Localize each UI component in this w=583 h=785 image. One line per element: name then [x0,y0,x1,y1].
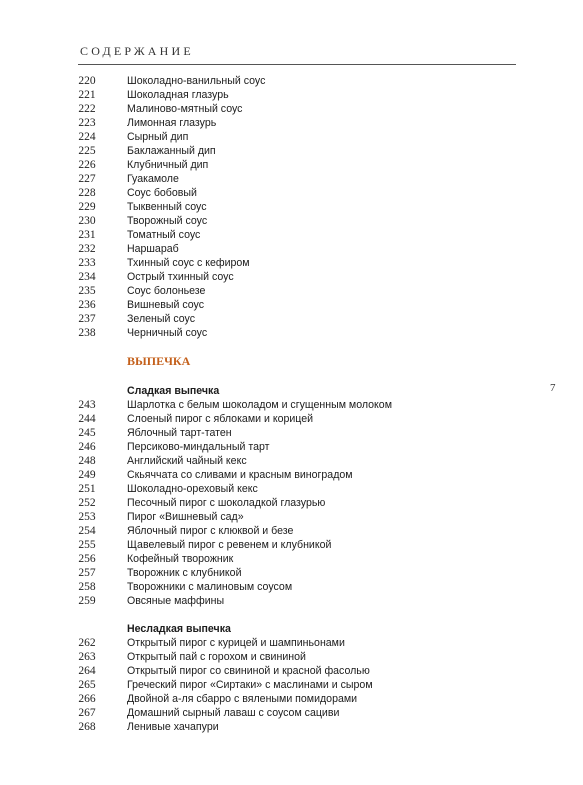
toc-entry-title: Шоколадная глазурь [127,89,229,101]
toc-entry-title: Персиково-миндальный тарт [127,441,270,453]
toc-entry-title: Шарлотка с белым шоколадом и сгущенным молоком [127,399,392,411]
toc-entry [76,496,516,510]
toc-entry [76,566,516,580]
toc-entry-page: 235 [78,285,96,297]
toc-entry [76,326,516,340]
toc-entry-page: 262 [78,637,96,649]
toc-entry-page: 268 [78,721,96,733]
toc-entry-page: 238 [78,327,96,339]
toc-entry-title: Сырный дип [127,131,189,143]
toc-entry-title: Скьяччата со сливами и красным виноградом [127,469,353,481]
toc-entry-page: 236 [78,299,96,311]
toc-entry [76,116,516,130]
toc-entry [76,482,516,496]
toc-entry-page: 248 [78,455,96,467]
toc-entry-page: 263 [78,651,96,663]
toc-entry [76,664,516,678]
toc-entry [76,678,516,692]
toc-entry-title: Открытый пирог с курицей и шампиньонами [127,637,345,649]
savory-baking-list [76,636,516,734]
toc-entry [76,398,516,412]
toc-entry-title: Черничный соус [127,327,208,339]
toc-entry [76,242,516,256]
toc-entry-page: 267 [78,707,96,719]
toc-entry-title: Малиново-мятный соус [127,103,243,115]
toc-entry-title: Тхинный соус с кефиром [127,257,250,269]
toc-entry-title: Двойной а-ля сбарро с вялеными помидорами [127,693,358,705]
toc-entry-title: Шоколадно-ванильный соус [127,75,266,87]
toc-entry-page: 266 [78,693,96,705]
toc-entry [76,256,516,270]
toc-entry-title: Яблочный пирог с клюквой и безе [127,525,294,537]
toc-entry [76,200,516,214]
toc-entry-title: Шоколадно-ореховый кекс [127,483,258,495]
toc-entry-page: 255 [78,539,96,551]
toc-entry [76,74,516,88]
toc-entry-title: Соус болоньезе [127,285,206,297]
toc-entry-title: Творожник с клубникой [127,567,242,579]
toc-entry [76,214,516,228]
toc-entry-title: Открытый пирог со свининой и красной фасолью [127,665,370,677]
toc-entry-page: 225 [78,145,96,157]
toc-entry-page: 237 [78,313,96,325]
toc-entry-page: 243 [78,399,96,411]
toc-entry-page: 258 [78,581,96,593]
toc-entry-page: 254 [78,525,96,537]
toc-entry [76,228,516,242]
toc-entry [76,88,516,102]
toc-entry-page: 234 [78,271,96,283]
toc-entry [76,284,516,298]
toc-entry [76,102,516,116]
toc-entry-title: Греческий пирог «Сиртаки» с маслинами и сыром [127,679,373,691]
toc-entry-page: 220 [78,75,96,87]
toc-entry [76,454,516,468]
toc-entry [76,270,516,284]
toc-entry-page: 232 [78,243,96,255]
toc-entry-page: 226 [78,159,96,171]
toc-entry-title: Творожный соус [127,215,208,227]
toc-entry-title: Клубничный дип [127,159,209,171]
toc-entry [76,158,516,172]
toc-entry-page: 227 [78,173,96,185]
toc-entry-title: Слоеный пирог с яблоками и корицей [127,413,314,425]
toc-entry [76,552,516,566]
toc-entry-title: Соус бобовый [127,187,197,199]
sweet-baking-list [76,398,516,608]
toc-entry [76,130,516,144]
toc-entry-title: Яблочный тарт-татен [127,427,232,439]
toc-entry-page: 257 [78,567,96,579]
toc-entry [76,298,516,312]
toc-entry-page: 231 [78,229,96,241]
toc-entry-page: 228 [78,187,96,199]
page-header-title: СОДЕРЖАНИЕ [80,44,194,58]
sauces-list [76,74,516,340]
toc-entry-title: Открытый пай с горохом и свининой [127,651,306,663]
toc-entry [76,412,516,426]
toc-entry-page: 222 [78,103,96,115]
toc-entry-title: Щавелевый пирог с ревенем и клубникой [127,539,332,551]
toc-entry-page: 246 [78,441,96,453]
toc-entry [76,580,516,594]
toc-entry [76,468,516,482]
toc-entry-title: Ленивые хачапури [127,721,219,733]
page-number: 7 [550,382,556,394]
toc-entry-page: 259 [78,595,96,607]
toc-entry [76,594,516,608]
toc-entry-title: Тыквенный соус [127,201,207,213]
toc-entry-page: 221 [78,89,96,101]
toc-entry-title: Зеленый соус [127,313,196,325]
toc-entry-page: 256 [78,553,96,565]
toc-entry-title: Творожники с малиновым соусом [127,581,293,593]
section-heading-baking: ВЫПЕЧКА [127,354,191,368]
toc-entry [76,636,516,650]
toc-entry [76,538,516,552]
header-divider [78,64,516,65]
toc-entry-page: 253 [78,511,96,523]
toc-entry-page: 252 [78,497,96,509]
toc-entry-title: Овсяные маффины [127,595,225,607]
toc-entry [76,440,516,454]
toc-entry-page: 229 [78,201,96,213]
toc-entry [76,312,516,326]
toc-entry [76,172,516,186]
toc-entry-title: Лимонная глазурь [127,117,217,129]
toc-entry [76,144,516,158]
toc-entry-title: Острый тхинный соус [127,271,234,283]
toc-entry-title: Английский чайный кекс [127,455,247,467]
toc-entry-title: Песочный пирог с шоколадкой глазурью [127,497,326,509]
toc-entry [76,720,516,734]
subsection-heading-savory: Несладкая выпечка [127,623,231,635]
toc-entry-title: Вишневый соус [127,299,204,311]
toc-entry [76,186,516,200]
toc-entry-page: 233 [78,257,96,269]
toc-entry-page: 249 [78,469,96,481]
toc-entry-title: Кофейный творожник [127,553,234,565]
toc-entry-title: Пирог «Вишневый сад» [127,511,244,523]
toc-entry-title: Баклажанный дип [127,145,216,157]
toc-entry [76,524,516,538]
subsection-heading-sweet: Сладкая выпечка [127,385,220,397]
toc-entry [76,650,516,664]
toc-entry-title: Домашний сырный лаваш с соусом сациви [127,707,340,719]
toc-entry [76,510,516,524]
toc-entry-title: Гуакамоле [127,173,179,185]
toc-entry-title: Томатный соус [127,229,201,241]
toc-entry-page: 223 [78,117,96,129]
toc-entry-title: Наршараб [127,243,179,255]
toc-entry-page: 224 [78,131,96,143]
toc-entry [76,706,516,720]
toc-entry [76,426,516,440]
toc-entry-page: 265 [78,679,96,691]
toc-entry-page: 244 [78,413,96,425]
toc-entry-page: 230 [78,215,96,227]
toc-entry-page: 251 [78,483,96,495]
toc-entry-page: 264 [78,665,96,677]
toc-entry-page: 245 [78,427,96,439]
table-of-contents [76,74,516,734]
toc-entry [76,692,516,706]
